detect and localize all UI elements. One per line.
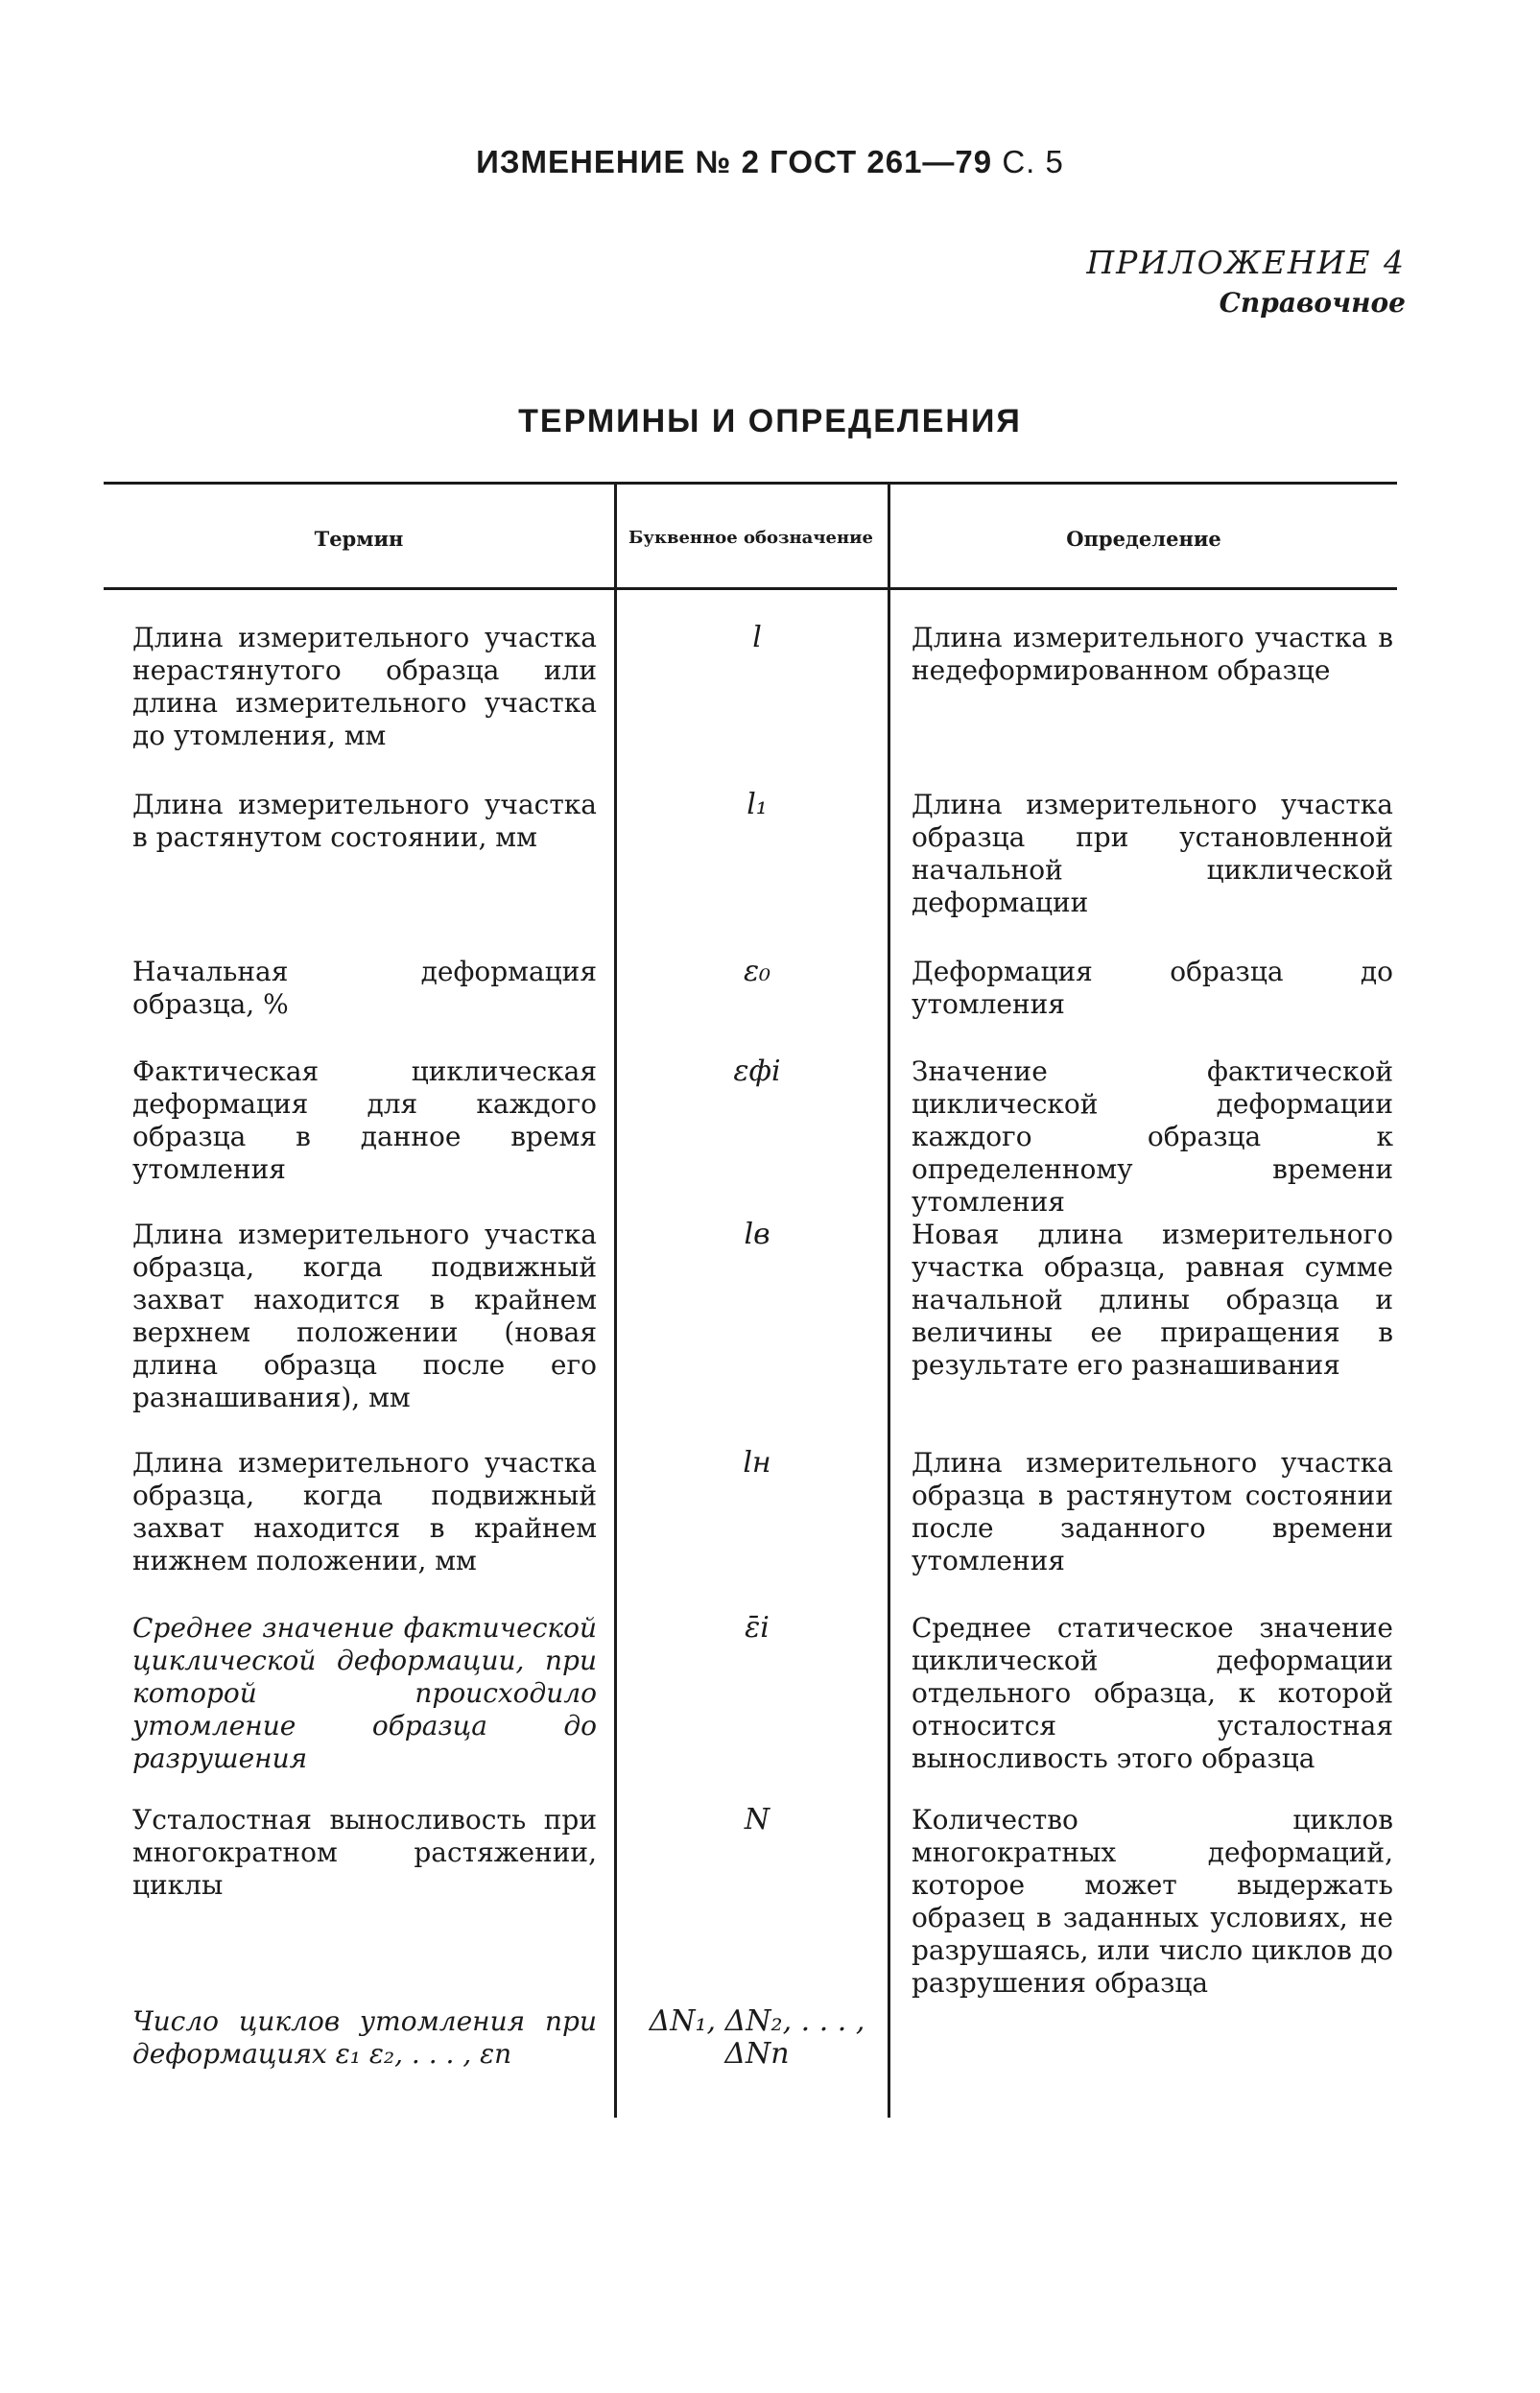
table-row-definition: Новая длина измерительного участка образца, равная сумме начальной длины образца и величины ее приращения в результате его разнашивания — [912, 1219, 1393, 1381]
table-row-definition: Деформация образца до утомления — [912, 956, 1393, 1020]
table-row-symbol: lн — [743, 1446, 771, 1480]
table-row-definition: Значение фактической циклической деформации каждого образца к определенному времени утомления — [912, 1055, 1393, 1218]
table-row-term: Число циклов утомления при деформациях ε₁ ε₂, . . . , εn — [132, 2005, 597, 2070]
appendix-type: Справочное — [1219, 286, 1406, 319]
table-row-definition: Длина измерительного участка образца в растянутом состоянии после заданного времени утомления — [912, 1447, 1393, 1576]
table-row-symbol: l — [752, 621, 762, 654]
column-divider-2 — [888, 482, 890, 2118]
appendix-label — [1086, 242, 1406, 320]
page-number: С. 5 — [1002, 144, 1064, 179]
table-row-term: Начальная деформация образца, % — [132, 956, 597, 1020]
header-text: ИЗМЕНЕНИЕ № 2 ГОСТ 261—79 — [476, 144, 993, 179]
column-header-definition: Определение — [1066, 526, 1221, 551]
table-row-term: Среднее значение фактической циклической деформации, при которой происходило утомление образца до разрушения — [132, 1612, 597, 1774]
table-row-symbol: l₁ — [746, 788, 768, 821]
table-row-term: Длина измерительного участка нерастянутого образца или длина измерительного участка до утомления, мм — [132, 622, 597, 751]
table-row-definition: Количество циклов многократных деформаций, которое может выдержать образец в заданных условиях, не разрушаясь, или число циклов до разрушения образца — [912, 1804, 1393, 1999]
table-row-term: Фактическая циклическая деформация для каждого образца в данное время утомления — [132, 1055, 597, 1185]
table-row-term: Длина измерительного участка образца, когда подвижный захват находится в крайнем верхнем положении (новая длина образца после его разнашивания), мм — [132, 1219, 597, 1413]
table-row-definition: Длина измерительного участка в недеформированном образце — [912, 622, 1393, 686]
document-title: ТЕРМИНЫ И ОПРЕДЕЛЕНИЯ — [518, 403, 1022, 439]
table-row-term: Длина измерительного участка образца, когда подвижный захват находится в крайнем нижнем положении, мм — [132, 1447, 597, 1576]
table-row-symbol: ΔN₁, ΔN₂, . . . , ΔNn — [649, 2004, 865, 2071]
table-row-symbol: N — [744, 1803, 770, 1836]
table-row-term: Длина измерительного участка в растянутом состоянии, мм — [132, 789, 597, 853]
page-header — [0, 144, 1540, 180]
table-row-symbol: εфi — [733, 1054, 781, 1088]
table-row-symbol: lв — [744, 1218, 770, 1251]
column-divider-1 — [614, 482, 617, 2118]
column-header-term: Термин — [314, 526, 404, 551]
appendix-number: ПРИЛОЖЕНИЕ 4 — [1086, 244, 1406, 281]
table-row-definition: Среднее статическое значение циклической деформации отдельного образца, к которой относится усталостная выносливость этого образца — [912, 1612, 1393, 1774]
table-row-symbol: ε̄i — [745, 1611, 770, 1645]
table-row-term: Усталостная выносливость при многократном растяжении, циклы — [132, 1804, 597, 1901]
column-header-symbol: Буквенное обозначение — [628, 527, 873, 548]
table-row-definition: Длина измерительного участка образца при установленной начальной циклической деформации — [912, 789, 1393, 918]
table-row-symbol: ε₀ — [743, 955, 771, 988]
